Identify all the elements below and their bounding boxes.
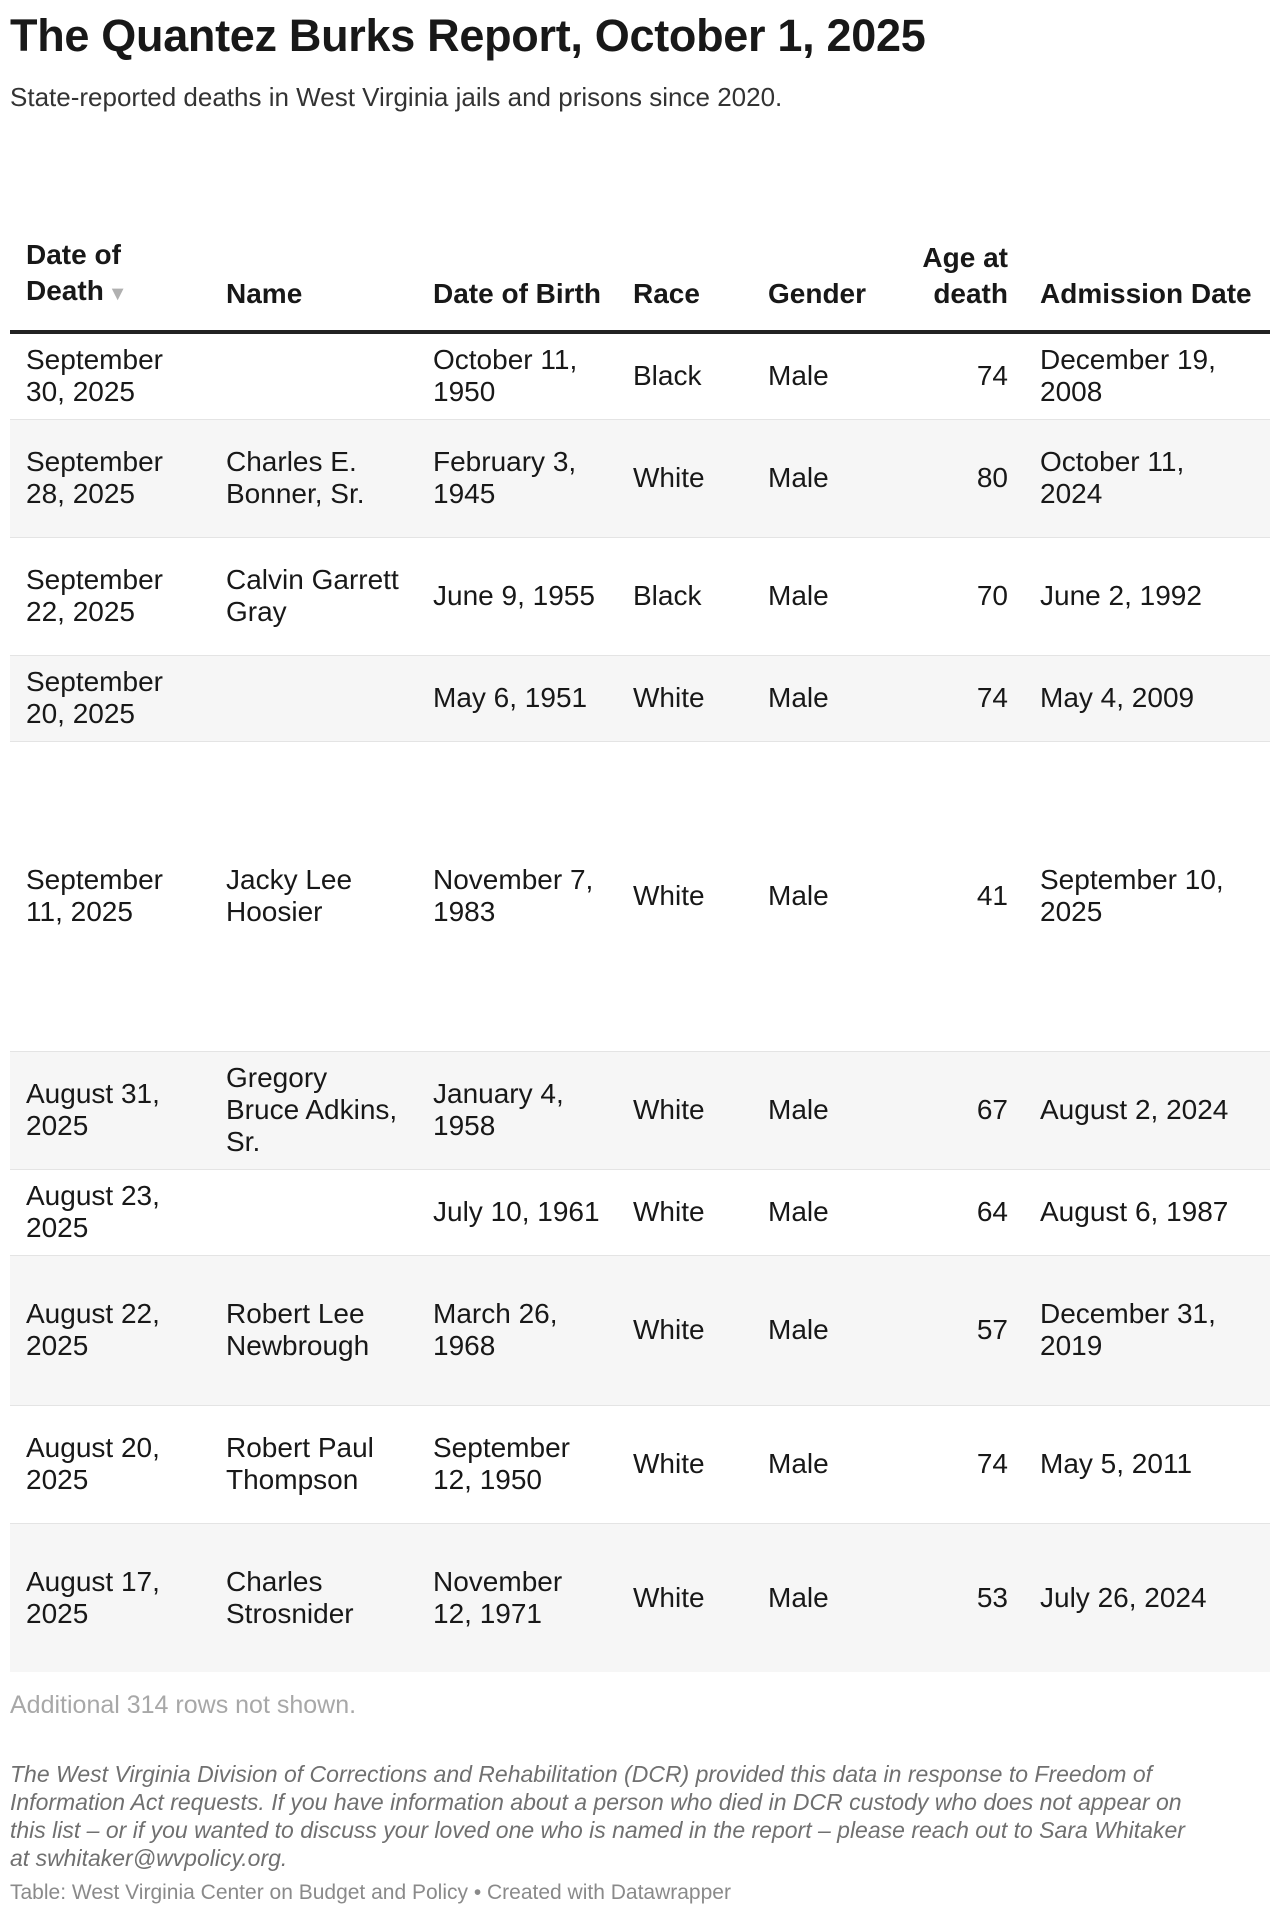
cell-race: Black — [617, 537, 752, 655]
cell-age-at-death: 74 — [890, 332, 1024, 419]
cell-age-at-death: 64 — [890, 1169, 1024, 1255]
table-row — [10, 741, 1270, 1051]
cell-date-of-birth: March 26, 1968 — [417, 1255, 617, 1405]
table-row — [10, 1169, 1270, 1255]
cell-admission-date: August 6, 1987 — [1024, 1169, 1270, 1255]
cell-date-of-birth: November 7, 1983 — [417, 741, 617, 1051]
page-subtitle: State-reported deaths in West Virginia jails and prisons since 2020. — [10, 82, 783, 112]
cell-age-at-death: 74 — [890, 1405, 1024, 1523]
cell-gender: Male — [752, 741, 890, 1051]
header-race[interactable]: Race — [617, 200, 752, 332]
header-admission-date[interactable]: Admission Date — [1024, 200, 1270, 332]
deaths-table-container — [10, 200, 1252, 1672]
cell-admission-date: July 26, 2024 — [1024, 1523, 1270, 1672]
cell-name: Charles Strosnider — [210, 1523, 417, 1672]
cell-date-of-birth: September 12, 1950 — [417, 1405, 617, 1523]
deaths-table — [10, 200, 1270, 1672]
cell-date-of-death: August 31, 2025 — [10, 1051, 210, 1169]
cell-race: White — [617, 419, 752, 537]
header-date-of-birth[interactable]: Date of Birth — [417, 200, 617, 332]
cell-race: Black — [617, 332, 752, 419]
cell-date-of-death: August 22, 2025 — [10, 1255, 210, 1405]
table-row — [10, 1523, 1270, 1672]
table-row — [10, 537, 1270, 655]
header-date-of-death[interactable] — [10, 200, 210, 332]
table-row — [10, 655, 1270, 741]
table-row — [10, 332, 1270, 419]
cell-name: Gregory Bruce Adkins, Sr. — [210, 1051, 417, 1169]
cell-gender: Male — [752, 332, 890, 419]
cell-race: White — [617, 741, 752, 1051]
cell-race: White — [617, 1405, 752, 1523]
cell-date-of-birth: June 9, 1955 — [417, 537, 617, 655]
sort-descending-icon: ▼ — [107, 283, 128, 305]
cell-age-at-death: 41 — [890, 741, 1024, 1051]
page-title: The Quantez Burks Report, October 1, 2025 — [10, 10, 926, 61]
cell-admission-date: September 10, 2025 — [1024, 741, 1270, 1051]
cell-race: White — [617, 1051, 752, 1169]
cell-date-of-birth: November 12, 1971 — [417, 1523, 617, 1672]
cell-gender: Male — [752, 537, 890, 655]
cell-age-at-death: 80 — [890, 419, 1024, 537]
cell-gender: Male — [752, 1405, 890, 1523]
cell-age-at-death: 67 — [890, 1051, 1024, 1169]
table-row — [10, 1051, 1270, 1169]
cell-admission-date: August 2, 2024 — [1024, 1051, 1270, 1169]
cell-date-of-death: September 11, 2025 — [10, 741, 210, 1051]
cell-race: White — [617, 1169, 752, 1255]
cell-gender: Male — [752, 1169, 890, 1255]
cell-age-at-death: 57 — [890, 1255, 1024, 1405]
cell-age-at-death: 53 — [890, 1523, 1024, 1672]
table-row — [10, 419, 1270, 537]
cell-race: White — [617, 1255, 752, 1405]
cell-name: Robert Paul Thompson — [210, 1405, 417, 1523]
cell-gender: Male — [752, 1523, 890, 1672]
cell-gender: Male — [752, 1051, 890, 1169]
cell-name — [210, 655, 417, 741]
cell-admission-date: October 11, 2024 — [1024, 419, 1270, 537]
header-name[interactable]: Name — [210, 200, 417, 332]
cell-date-of-birth: May 6, 1951 — [417, 655, 617, 741]
cell-race: White — [617, 1523, 752, 1672]
cell-gender: Male — [752, 419, 890, 537]
footnote-text: The West Virginia Division of Corrections and Rehabilitation (DCR) provided this data in response to Freedom of Information Act requests. If you have information about a person who died in DCR custody who does not appear on this list – or if you wanted to discuss your loved one who is named in the report – please reach out to Sara Whitaker at swhitaker@wvpolicy.org. — [10, 1761, 1185, 1871]
header-gender[interactable]: Gender — [752, 200, 890, 332]
cell-date-of-death: August 20, 2025 — [10, 1405, 210, 1523]
table-row — [10, 1255, 1270, 1405]
cell-gender: Male — [752, 655, 890, 741]
cell-date-of-birth: February 3, 1945 — [417, 419, 617, 537]
cell-date-of-death: August 17, 2025 — [10, 1523, 210, 1672]
cell-date-of-birth: January 4, 1958 — [417, 1051, 617, 1169]
cell-date-of-death: September 28, 2025 — [10, 419, 210, 537]
cell-name: Charles E. Bonner, Sr. — [210, 419, 417, 537]
cell-name: Robert Lee Newbrough — [210, 1255, 417, 1405]
table-header-row — [10, 200, 1270, 332]
cell-admission-date: May 4, 2009 — [1024, 655, 1270, 741]
cell-date-of-death: September 20, 2025 — [10, 655, 210, 741]
source-credit: Table: West Virginia Center on Budget and Policy • Created with Datawrapper — [10, 1881, 731, 1904]
cell-admission-date: December 19, 2008 — [1024, 332, 1270, 419]
cell-date-of-death: September 30, 2025 — [10, 332, 210, 419]
cell-name: Jacky Lee Hoosier — [210, 741, 417, 1051]
cell-date-of-death: September 22, 2025 — [10, 537, 210, 655]
cell-date-of-death: August 23, 2025 — [10, 1169, 210, 1255]
cell-name — [210, 1169, 417, 1255]
cell-admission-date: May 5, 2011 — [1024, 1405, 1270, 1523]
cell-name: Calvin Garrett Gray — [210, 537, 417, 655]
table-row — [10, 1405, 1270, 1523]
additional-rows-note: Additional 314 rows not shown. — [10, 1691, 357, 1719]
cell-admission-date: June 2, 1992 — [1024, 537, 1270, 655]
cell-gender: Male — [752, 1255, 890, 1405]
cell-age-at-death: 70 — [890, 537, 1024, 655]
cell-name — [210, 332, 417, 419]
header-date-of-death-label: Date of Death — [26, 239, 121, 306]
header-age-at-death[interactable]: Age at death — [890, 200, 1024, 332]
cell-admission-date: December 31, 2019 — [1024, 1255, 1270, 1405]
cell-age-at-death: 74 — [890, 655, 1024, 741]
cell-date-of-birth: October 11, 1950 — [417, 332, 617, 419]
cell-date-of-birth: July 10, 1961 — [417, 1169, 617, 1255]
cell-race: White — [617, 655, 752, 741]
